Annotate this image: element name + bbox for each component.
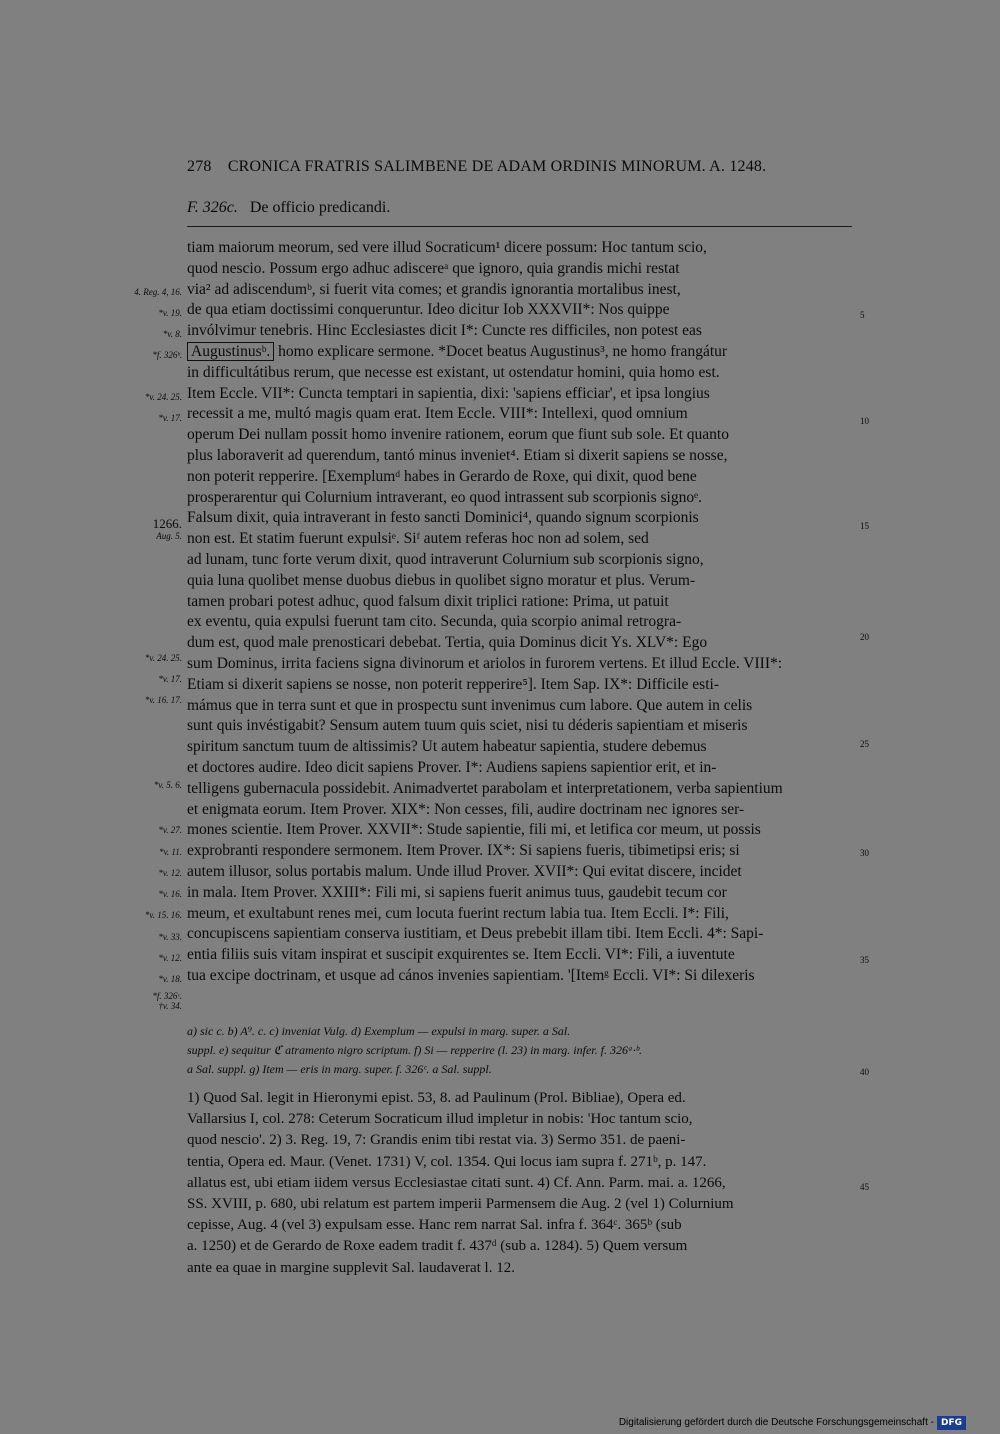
line-number: 35 <box>860 955 869 965</box>
apparatus-line: suppl. e) sequitur ℭ atramento nigro scriptum. f) Si — repperire (l. 23) in marg. infer. f. 326ᵃ·ᵇ. <box>187 1043 642 1057</box>
funding-note: Digitalisierung gefördert durch die Deutsche Forschungsgemeinschaft - <box>618 1417 934 1428</box>
text-line: mones scientie. Item Prover. XXVII*: Stude sapientie, fili mi, et letifica cor meum, ut possis <box>187 821 761 839</box>
text-line: exprobranti respondere sermonem. Item Prover. IX*: Si sapiens fueris, tibimetipsi eris; si <box>187 842 740 860</box>
text-line-boxed <box>187 342 852 363</box>
margin-reference: *v. 24. 25. <box>144 653 182 663</box>
line-number: 30 <box>860 848 869 858</box>
margin-reference: *v. 5. 6. <box>153 780 182 790</box>
text-line: ex eventu, quia expulsi fuerunt tam cito. Secunda, quia scorpio animal retrogra- <box>187 613 682 631</box>
footnote-line: cepisse, Aug. 4 (vel 3) expulsam esse. Hanc rem narrat Sal. infra f. 364ᶜ. 365ᵇ (sub <box>187 1217 682 1234</box>
text-line: operum Dei nullam possit homo invenire rationem, eorum que fiunt sub sole. Et quanto <box>187 426 729 444</box>
folio-reference: F. 326c. <box>187 199 238 216</box>
text-line-rest: homo explicare sermone. *Docet beatus Augustinus³, ne homo frangátur <box>278 342 728 360</box>
margin-reference: *v. 18. <box>158 974 182 984</box>
text-line: meum, et exultabunt renes mei, cum locuta fuerint rectum labia tua. Item Eccli. I*: Fili, <box>187 904 729 922</box>
apparatus-line: a) sic c. b) A⁹. c. c) inveniat Vulg. d) Exemplum — expulsi in marg. super. a Sal. <box>187 1024 571 1038</box>
margin-reference: *f. 326ᵇ. <box>152 350 182 360</box>
text-line: quod nescio. Possum ergo adhuc adiscereᵃ que ignoro, quia grandis michi restat <box>187 259 680 277</box>
footnote-line: Vallarsius I, col. 278: Ceterum Socraticum illud impletur in nobis: 'Hoc tantum scio, <box>187 1111 693 1128</box>
text-line: in mala. Item Prover. XXIII*: Fili mi, si sapiens fuerit animus tuus, gaudebit tecum cor <box>187 883 727 901</box>
margin-reference: *v. 17. <box>158 413 182 423</box>
text-line: sunt quis invéstigabit? Sensum autem tuum quis sciet, nisi tu déderis sapientiam et miseris <box>187 717 748 735</box>
text-line: tamen probari potest adhuc, quod falsum dixit triplici ratione: Prima, ut patuit <box>187 592 669 610</box>
text-line: tua excipe doctrinam, et usque ad cános invenies sapientiam. '[Itemᵍ Eccli. VI*: Si dilexeris <box>187 966 755 984</box>
text-line: autem illusor, solus portabis malum. Unde illud Prover. XVII*: Qui evitat discere, incidet <box>187 862 742 880</box>
margin-reference: *v. 24. 25. <box>144 392 182 402</box>
text-line: spiritum sanctum tuum de altissimis? Ut autem habeatur sapientia, studere debemus <box>187 738 707 756</box>
line-number: 10 <box>860 416 869 426</box>
line-number: 5 <box>860 310 865 320</box>
footnotes <box>187 1088 852 1279</box>
main-text <box>187 238 852 1007</box>
margin-reference: *v. 12. <box>158 868 182 878</box>
footnote-line: allatus est, ubi etiam iidem versus Ecclesiastae citati sunt. 4) Cf. Ann. Parm. mai. a. 1266, <box>187 1174 726 1191</box>
text-line: quia luna quolibet mense duobus diebus in quolibet signo moratur et plus. Verum- <box>187 571 696 589</box>
text-line: via² ad adiscendumᵇ, si fuerit vita comes; et grandis ignorantia mortalibus inest, <box>187 280 681 298</box>
footnote-line: SS. XVIII, p. 680, ubi relatum est partem imperii Parmensem die Aug. 2 (vel 1) Colurnium <box>187 1195 734 1212</box>
margin-reference: *v. 8. <box>162 329 182 339</box>
boxed-word: Augustinusᵇ. <box>187 342 274 361</box>
text-line: non est. Et statim fuerunt expulsiᵉ. Siᶠ autem referas hoc non ad solem, sed <box>187 530 649 548</box>
text-line: de qua etiam doctissimi conqueruntur. Ideo dicitur Iob XXXVII*: Nos quippe <box>187 301 670 319</box>
text-line: telligens gubernacula possidebit. Animadvertet parabolam et interpretationem, verba sapientium <box>187 779 783 797</box>
text-line: ad lunam, tunc forte verum dixit, quod intraverunt Colurnium sub scorpionis signo, <box>187 550 704 568</box>
footnote-line: 1) Quod Sal. legit in Hieronymi epist. 53, 8. ad Paulinum (Prol. Bibliae), Opera ed. <box>187 1090 686 1106</box>
line-number: 25 <box>860 739 869 749</box>
margin-reference: *f. 326ᶜ. <box>152 991 182 1001</box>
margin-reference: *v. 12. <box>158 953 182 963</box>
margin-reference: *v. 17. <box>158 674 182 684</box>
text-line: non poterit repperire. [Exemplumᵈ habes in Gerardo de Roxe, qui dixit, quod bene <box>187 467 697 485</box>
footnote-line: tentia, Opera ed. Maur. (Venet. 1731) V, col. 1354. Qui locus iam supra f. 271ᵇ, p. 147. <box>187 1153 707 1170</box>
critical-apparatus <box>187 1022 852 1079</box>
line-number: 20 <box>860 632 869 642</box>
margin-reference: *v. 33. <box>158 932 182 942</box>
line-number: 15 <box>860 521 869 531</box>
margin-reference: *v. 16. 17. <box>144 695 182 705</box>
text-line: Falsum dixit, quia intraverant in festo sancti Dominici⁴, quando signum scorpionis <box>187 509 699 527</box>
footnote-line: a. 1250) et de Gerardo de Roxe eadem tradit f. 437ᵈ (sub a. 1284). 5) Quem versum <box>187 1238 688 1255</box>
text-line: sum Dominus, irrita faciens signa divinorum et ariolos in furorem vertens. Et illud Eccle. VIII*: <box>187 654 783 672</box>
line-number: 45 <box>860 1182 869 1192</box>
margin-reference: †v. 34. <box>158 1001 182 1011</box>
apparatus-line: a Sal. suppl. g) Item — eris in marg. super. f. 326ᶜ. a Sal. suppl. <box>187 1062 492 1076</box>
margin-reference: *v. 15. 16. <box>144 910 182 920</box>
section-heading <box>187 199 390 217</box>
margin-reference: *v. 27. <box>158 825 182 835</box>
footnote-line: quod nescio'. 2) 3. Reg. 19, 7: Grandis enim tibi restat via. 3) Sermo 351. de paeni- <box>187 1132 686 1149</box>
margin-reference: *v. 19. <box>158 308 182 318</box>
margin-date-day: Aug. 5. <box>156 531 182 541</box>
margin-date-year: 1266. <box>152 516 182 531</box>
text-line: entia filiis suis vitam inspirat et suscipit exquirentes se. Item Eccli. VI*: Fili, a iuventute <box>187 946 735 964</box>
text-line: mámus que in terra sunt et que in prospectu sunt invenimus cum labore. Que autem in celis <box>187 696 753 714</box>
text-line: prosperarentur qui Colurnium intraverant, eo quod intrassent sub scorpionis signoᵉ. <box>187 488 702 506</box>
text-line: recessit a me, multó magis quam erat. Item Eccle. VIII*: Intellexi, quod omnium <box>187 405 688 423</box>
dfg-logo[interactable]: DFG <box>937 1416 966 1430</box>
text-line: in difficultátibus rerum, que necesse est existant, ut ostendatur homini, quia homo est. <box>187 363 720 381</box>
text-line: tiam maiorum meorum, sed vere illud Socraticum¹ dicere possum: Hoc tantum scio, <box>187 239 707 256</box>
text-line: concupiscens sapientiam conserva iustitiam, et Deus prebebit illam tibi. Item Eccli. 4*: Sapi- <box>187 925 764 943</box>
header-rule <box>187 226 852 227</box>
line-number: 40 <box>860 1067 869 1077</box>
text-line: Item Eccle. VII*: Cuncta temptari in sapientia, dixi: 'sapiens efficiar', et ipsa longius <box>187 384 710 402</box>
running-title: CRONICA FRATRIS SALIMBENE DE ADAM ORDINIS MINORUM. A. 1248. <box>227 158 767 175</box>
text-line: plus laboraverit ad querendum, tantó minus inveniet⁴. Etiam si dixerit sapiens se nosse, <box>187 446 728 464</box>
section-title: De officio predicandi. <box>249 199 391 216</box>
footnote-line: ante ea quae in margine supplevit Sal. laudaverat l. 12. <box>187 1259 515 1276</box>
text-line: dum est, quod male prenosticari debebat. Tertia, quia Dominus dicit Ys. XLV*: Ego <box>187 634 708 652</box>
text-line: et doctores audire. Ideo dicit sapiens Prover. I*: Audiens sapiens sapientior erit, et in- <box>187 758 717 776</box>
running-header <box>187 158 766 176</box>
margin-date <box>100 518 182 542</box>
text-line <box>187 987 852 1008</box>
text-line: Etiam si dixerit sapiens se nosse, non poterit repperire⁵]. Item Sap. IX*: Difficile esti- <box>187 675 719 693</box>
margin-reference: *v. 11. <box>159 847 182 857</box>
text-line: et enigmata eorum. Item Prover. XIX*: Non cesses, fili, audire doctrinam nec ignores ser- <box>187 800 745 818</box>
page-number: 278 <box>187 158 212 175</box>
margin-reference: 4. Reg. 4, 16. <box>134 287 182 297</box>
margin-reference: *v. 16. <box>158 889 182 899</box>
digitization-footer <box>619 1415 966 1431</box>
text-line: invólvimur tenebris. Hinc Ecclesiastes dicit I*: Cuncte res difficiles, non potest eas <box>187 322 702 340</box>
